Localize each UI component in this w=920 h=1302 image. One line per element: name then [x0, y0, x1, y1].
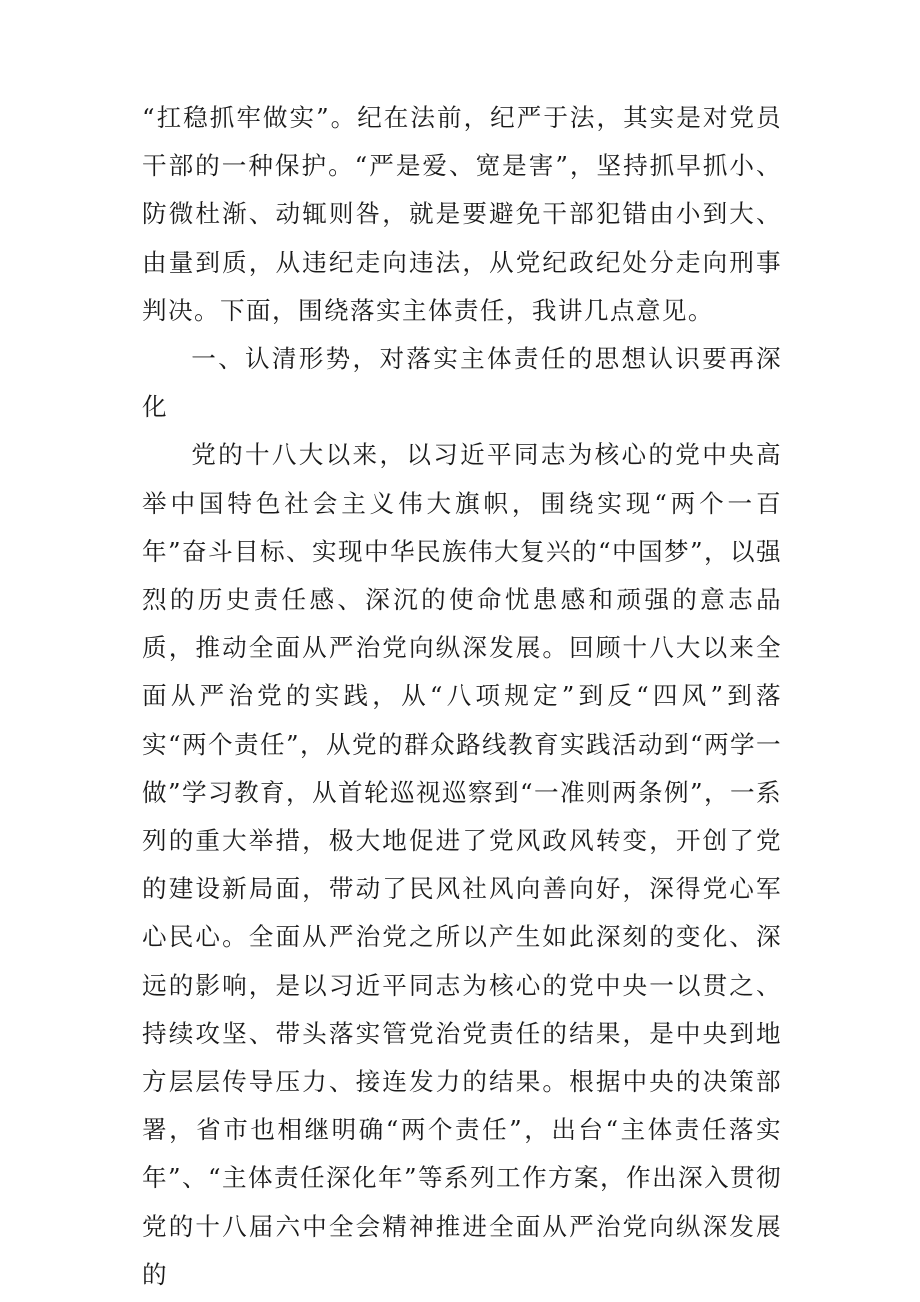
- document-page: [142, 94, 782, 1299]
- paragraph-continuation: “扛稳抓牢做实”。纪在法前，纪严于法，其实是对党员干部的一种保护。“严是爱、宽是害”，坚持抓早抓小、防微杜渐、动辄则咎，就是要避免干部犯错由小到大、由量到质，从违纪走向违法，从党纪政纪处分走向刑事判决。下面，围绕落实主体责任，我讲几点意见。: [142, 103, 782, 325]
- section-heading-1: 一、认清形势，对落实主体责任的思想认识要再深化: [142, 344, 782, 422]
- paragraph-body: 党的十八大以来，以习近平同志为核心的党中央高举中国特色社会主义伟大旗帜，围绕实现“两个一百年”奋斗目标、实现中华民族伟大复兴的“中国梦”，以强烈的历史责任感、深沉的使命忧患感和顽强的意志品质，推动全面从严治党向纵深发展。回顾十八大以来全面从严治党的实践，从“八项规定”到反“四风”到落实“两个责任”，从党的群众路线教育实践活动到“两学一做”学习教育，从首轮巡视巡察到“一准则两条例”，一系列的重大举措，极大地促进了党风政风转变，开创了党的建设新局面，带动了民风社风向善向好，深得党心军心民心。全面从严治党之所以产生如此深刻的变化、深远的影响，是以习近平同志为核心的党中央一以贯之、持续攻坚、带头落实管党治党责任的结果，是中央到地方层层传导压力、接连发力的结果。根据中央的决策部署，省市也相继明确“两个责任”，出台“主体责任落实年”、“主体责任深化年”等系列工作方案，作出深入贯彻党的十八届六中全会精神推进全面从严治党向纵深发展的: [142, 440, 782, 1289]
